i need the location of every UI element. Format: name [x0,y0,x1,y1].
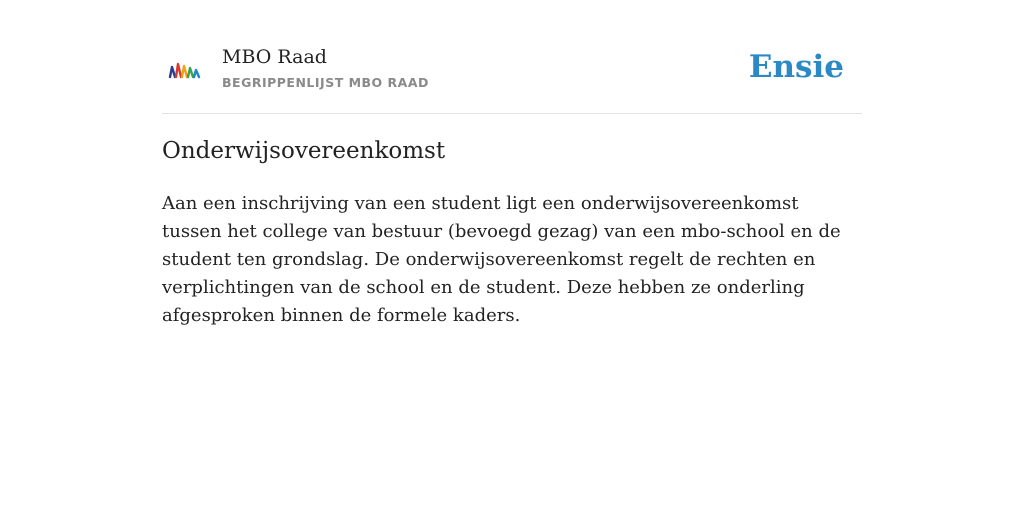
org-subtitle: BEGRIPPENLIJST MBO RAAD [222,75,429,90]
ensie-brand-link[interactable]: Ensie [748,49,844,85]
header [162,40,862,114]
org-name[interactable]: MBO Raad [222,46,327,68]
term-title: Onderwijsovereenkomst [162,138,446,164]
term-definition: Aan een inschrijving van een student ligt een onderwijsovereenkomst tussen het college van bestuur (bevoegd gezag) van een mbo-school en de student ten grondslag. De onderwijsovereenkomst regelt de rechten en verplichtingen van de school en de student. Deze hebben ze onderling afgesproken binnen de formele kaders. [162,193,841,326]
mbo-raad-logo-icon[interactable] [168,58,202,80]
